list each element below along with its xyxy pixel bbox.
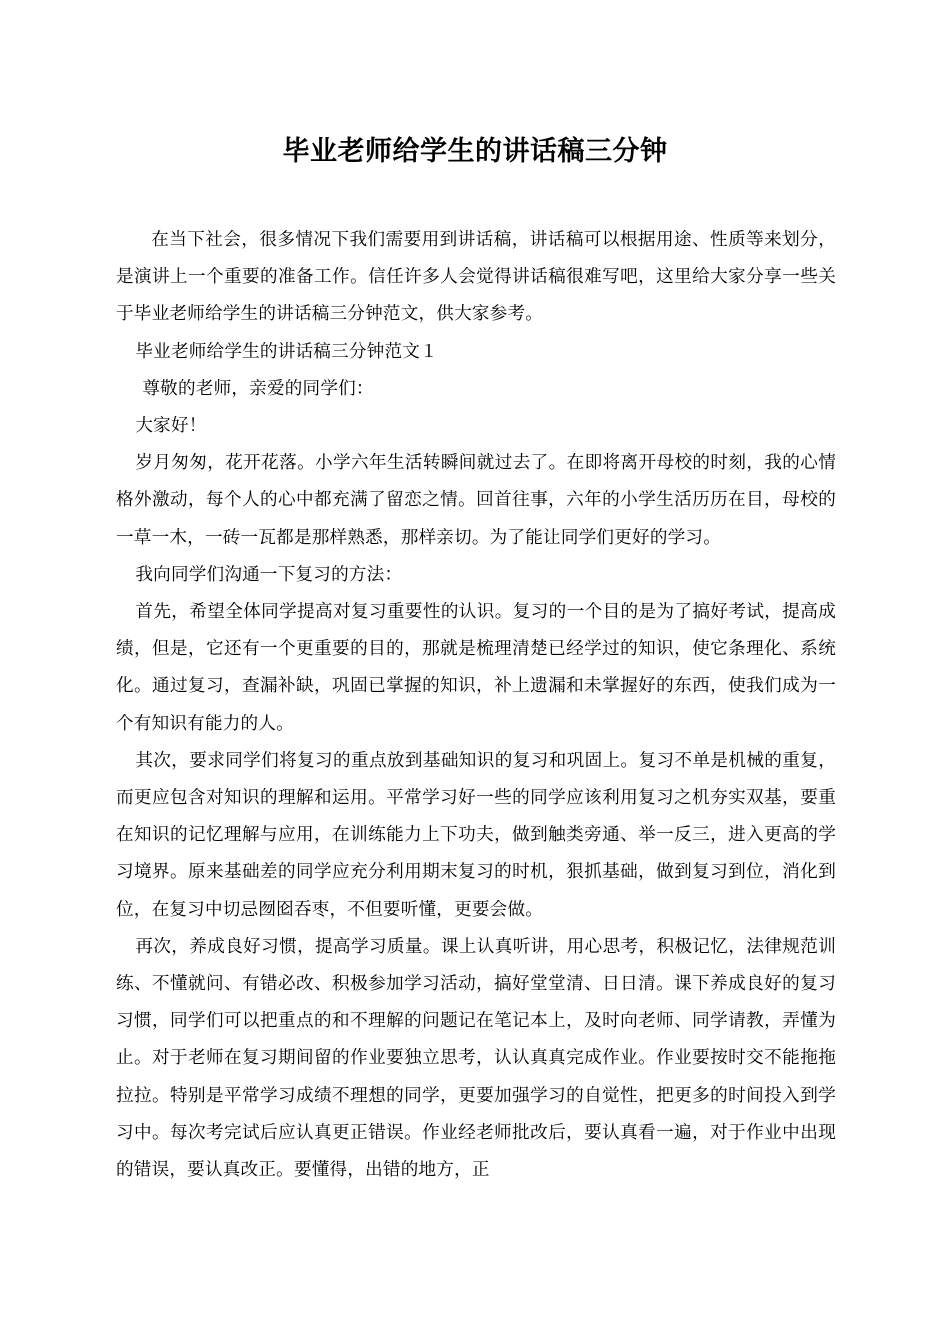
body-paragraph: 岁月匆匆，花开花落。小学六年生活转瞬间就过去了。在即将离开母校的时刻，我的心情格外激动，每个人的心中都充满了留恋之情。回首往事，六年的小学生活历历在目，母校的一草一木，一砖一瓦都是那样熟悉，那样亲切。为了能让同学们更好的学习。	[116, 453, 836, 548]
body-paragraph: 首先，希望全体同学提高对复习重要性的认识。复习的一个目的是为了搞好考试，提高成绩，但是，它还有一个更重要的目的，那就是梳理清楚已经学过的知识，使它条理化、系统化。通过复习，查漏补缺，巩固已掌握的知识，补上遗漏和未掌握好的东西，使我们成为一个有知识有能力的人。	[116, 602, 836, 734]
body-paragraph: 我向同学们沟通一下复习的方法：	[135, 564, 403, 585]
body-paragraph: 其次，要求同学们将复习的重点放到基础知识的复习和巩固上。复习不单是机械的重复，而更应包含对知识的理解和运用。平常学习好一些的同学应该利用复习之机夯实双基，要重在知识的记忆理解与应用，在训练能力上下功夫，做到触类旁通、举一反三，进入更高的学习境界。原来基础差的同学应充分利用期末复习的时机，狠抓基础，做到复习到位，消化到位，在复习中切忌囫囵吞枣，不但要听懂，更要会做。	[116, 750, 836, 920]
salutation: 尊敬的老师，亲爱的同学们：	[142, 378, 374, 399]
greeting: 大家好！	[135, 416, 207, 437]
intro-paragraph: 在当下社会，很多情况下我们需要用到讲话稿，讲话稿可以根据用途、性质等来划分，是演讲上一个重要的准备工作。信任许多人会觉得讲话稿很难写吧，这里给大家分享一些关于毕业老师给学生的讲话稿三分钟范文，供大家参考。	[116, 230, 836, 325]
document-body	[116, 222, 836, 1189]
document-title: 毕业老师给学生的讲话稿三分钟	[282, 136, 668, 167]
section-heading: 毕业老师给学生的讲话稿三分钟范文１	[135, 341, 438, 362]
body-paragraph: 再次，养成良好习惯，提高学习质量。课上认真听讲，用心思考，积极记忆，法律规范训练、不懂就问、有错必改、积极参加学习活动，搞好堂堂清、日日清。课下养成良好的复习习惯，同学们可以把重点的和不理解的问题记在笔记本上，及时向老师、同学请教，弄懂为止。对于老师在复习期间留的作业要独立思考，认认真真完成作业。作业要按时交不能拖拖拉拉。特别是平常学习成绩不理想的同学，更要加强学习的自觉性，把更多的时间投入到学习中。每次考完试后应认真更正错误。作业经老师批改后，要认真看一遍，对于作业中出现的错误，要认真改正。要懂得，出错的地方，正	[116, 936, 836, 1181]
